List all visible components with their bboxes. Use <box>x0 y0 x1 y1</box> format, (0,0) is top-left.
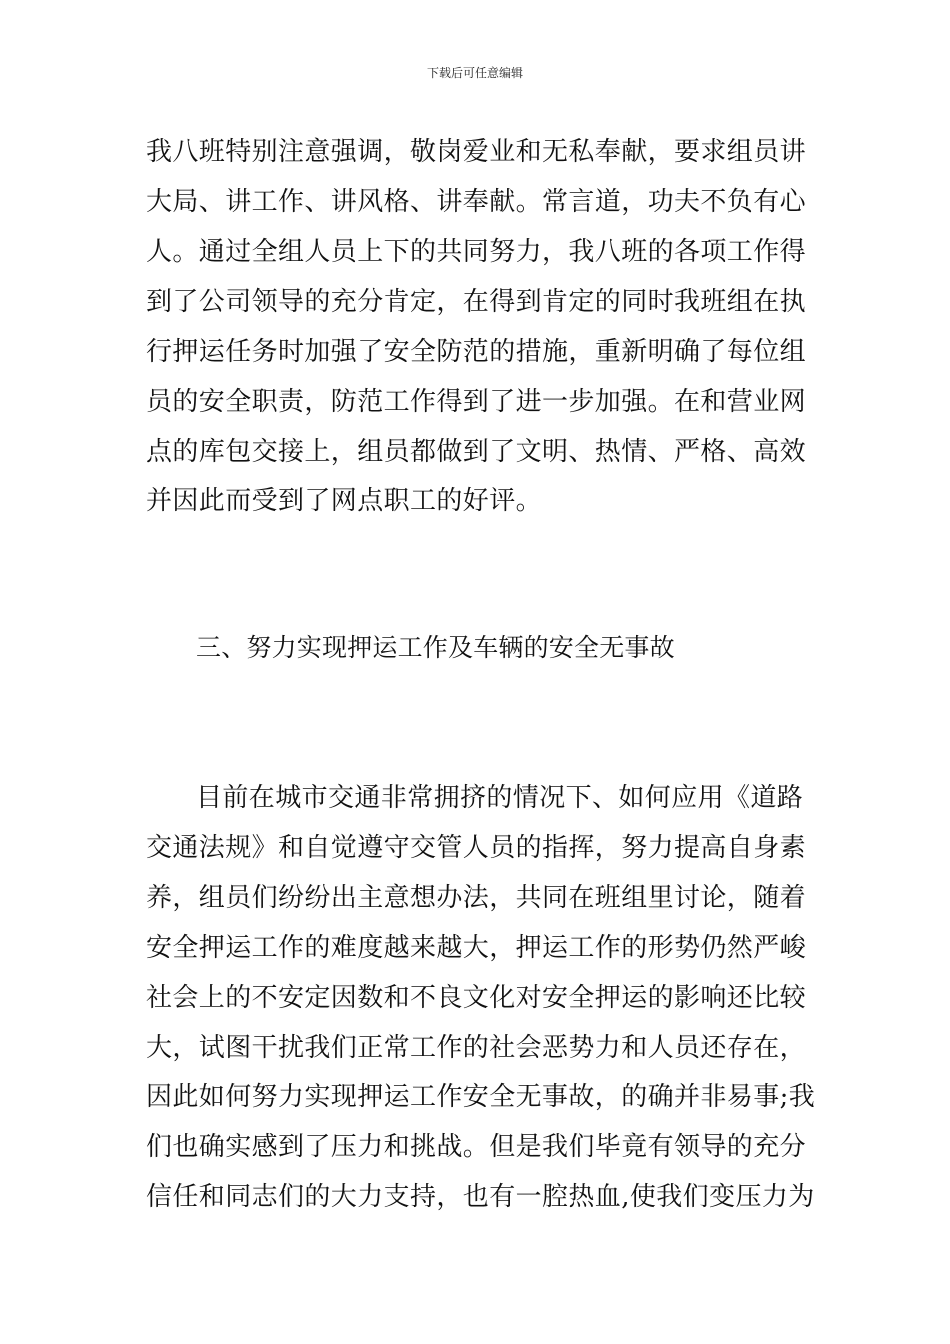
paragraph-line: 信任和同志们的大力支持，也有一腔热血,使我们变压力为 <box>146 1182 815 1212</box>
paragraph-line: 行押运任务时加强了安全防范的措施，重新明确了每位组 <box>146 337 807 367</box>
paragraph-line: 交通法规》和自觉遵守交管人员的指挥，努力提高自身素 <box>146 833 807 863</box>
paragraph-line: 安全押运工作的难度越来越大，押运工作的形势仍然严峻 <box>146 933 807 963</box>
page-header: 下载后可任意编辑 <box>426 66 523 80</box>
paragraph-line: 大，试图干扰我们正常工作的社会恶势力和人员还存在， <box>146 1033 807 1063</box>
paragraph-line: 养，组员们纷纷出主意想办法，共同在班组里讨论，随着 <box>146 883 807 913</box>
paragraph-line: 社会上的不安定因数和不良文化对安全押运的影响还比较 <box>146 983 807 1013</box>
section-heading: 三、努力实现押运工作及车辆的安全无事故 <box>196 633 675 662</box>
paragraph-line: 到了公司领导的充分肯定，在得到肯定的同时我班组在执 <box>146 287 807 317</box>
paragraph-line: 大局、讲工作、讲风格、讲奉献。常言道，功夫不负有心 <box>146 187 807 217</box>
paragraph-line: 因此如何努力实现押运工作安全无事故，的确并非易事;我 <box>146 1082 816 1112</box>
paragraph-line: 并因此而受到了网点职工的好评。 <box>146 486 543 516</box>
paragraph-line: 我八班特别注意强调，敬岗爱业和无私奉献，要求组员讲 <box>146 137 807 167</box>
paragraph-line: 们也确实感到了压力和挑战。但是我们毕竟有领导的充分 <box>146 1132 807 1162</box>
paragraph-line: 员的安全职责，防范工作得到了进一步加强。在和营业网 <box>146 387 807 417</box>
paragraph-line: 人。通过全组人员上下的共同努力，我八班的各项工作得 <box>146 237 807 267</box>
paragraph-line: 目前在城市交通非常拥挤的情况下、如何应用《道路 <box>196 783 804 813</box>
paragraph-line: 点的库包交接上，组员都做到了文明、热情、严格、高效 <box>146 437 807 467</box>
